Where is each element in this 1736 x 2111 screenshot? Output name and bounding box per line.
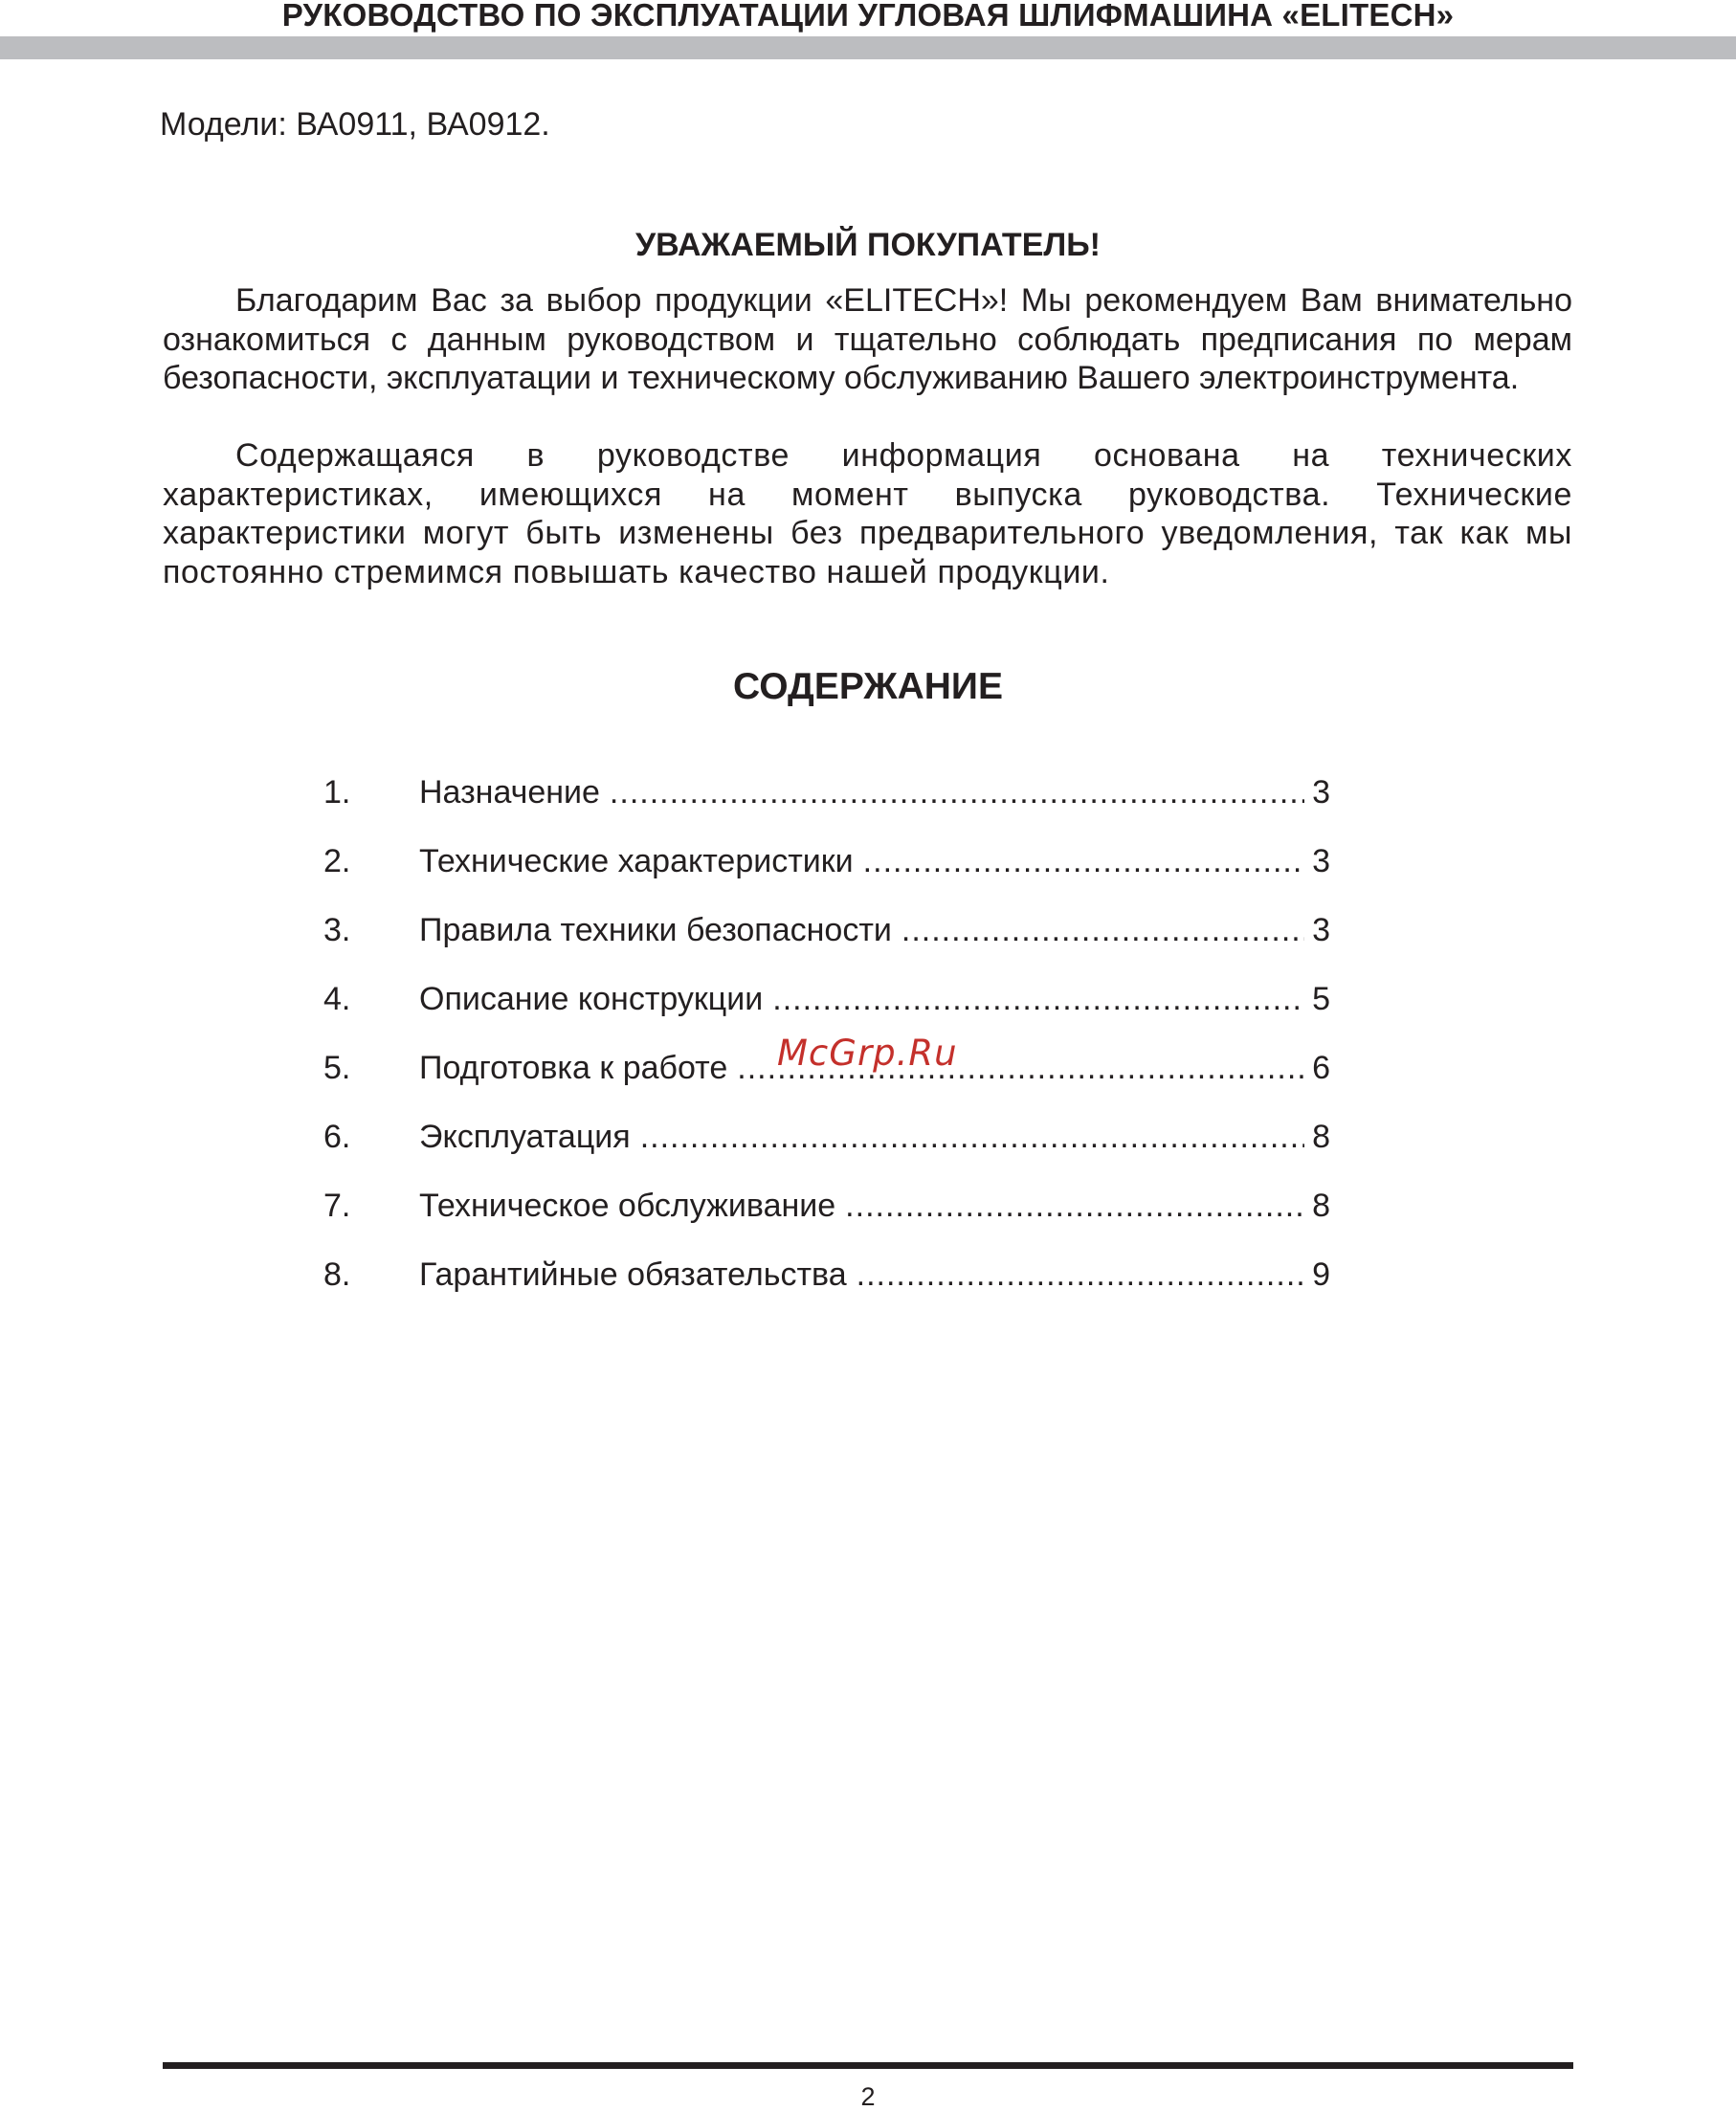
toc-item-8[interactable] <box>323 1255 1330 1324</box>
toc-item-page: 8 <box>1312 1119 1330 1155</box>
watermark: McGrp.Ru <box>777 1033 958 1074</box>
toc-leader-dots <box>845 1187 1304 1225</box>
toc-item-title: Техническое обслуживание <box>419 1188 836 1224</box>
toc-item-title: Технические характеристики <box>419 843 854 879</box>
toc-item-title: Эксплуатация <box>419 1119 631 1155</box>
models-line: Модели: ВА0911, ВА0912. <box>160 106 550 143</box>
toc-item-number: 3. <box>323 912 351 948</box>
toc-leader-dots <box>640 1118 1304 1156</box>
greeting-paragraph-2: Содержащаяся в руководстве информация основана на технических характеристиках, имеющихся на момент выпуска руководства. Технические характеристики могут быть изменены без предварительного уведомления, так как мы постоянно стремимся повышать качество нашей продукции. <box>163 437 1572 590</box>
toc-item-number: 6. <box>323 1119 351 1155</box>
toc-item-page: 8 <box>1312 1188 1330 1224</box>
toc-item-page: 3 <box>1312 843 1330 879</box>
toc-leader-dots <box>863 842 1304 880</box>
toc-item-number: 5. <box>323 1050 351 1086</box>
toc-leader-dots <box>901 911 1304 949</box>
toc-item-3[interactable] <box>323 911 1330 980</box>
contents-heading: СОДЕРЖАНИЕ <box>733 666 1003 707</box>
document-header-title: РУКОВОДСТВО ПО ЭКСПЛУАТАЦИИ УГЛОВАЯ ШЛИФМАШИНА «ELITECH» <box>281 0 1455 33</box>
toc-leader-dots <box>610 773 1304 811</box>
toc-item-2[interactable] <box>323 842 1330 911</box>
toc-leader-dots <box>857 1255 1304 1294</box>
toc-item-page: 3 <box>1312 912 1330 948</box>
toc-item-number: 8. <box>323 1256 351 1293</box>
footer-rule <box>163 2062 1573 2069</box>
toc-item-title: Гарантийные обязательства <box>419 1256 847 1293</box>
toc-item-title: Описание конструкции <box>419 981 764 1017</box>
toc-item-title: Правила техники безопасности <box>419 912 892 948</box>
header-band <box>0 36 1736 59</box>
toc-item-page: 6 <box>1312 1050 1330 1086</box>
toc-item-6[interactable] <box>323 1118 1330 1187</box>
toc-item-title: Назначение <box>419 774 600 811</box>
toc-item-page: 3 <box>1312 774 1330 811</box>
toc-item-number: 2. <box>323 843 351 879</box>
page-number: 2 <box>860 2082 876 2111</box>
toc-leader-dots <box>772 980 1304 1018</box>
greeting-paragraph-1: Благодарим Вас за выбор продукции «ELITECH»! Мы рекомендуем Вам внимательно ознакомиться с данным руководством и тщательно соблюдать предписания по мерам безопасности, эксплуатации и техническому обслуживанию Вашего электроинструмента. <box>163 282 1572 396</box>
toc-item-1[interactable] <box>323 773 1330 842</box>
greeting-heading: УВАЖАЕМЫЙ ПОКУПАТЕЛЬ! <box>634 227 1101 263</box>
toc-item-7[interactable] <box>323 1187 1330 1255</box>
toc-item-title: Подготовка к работе <box>419 1050 728 1086</box>
toc-item-page: 9 <box>1312 1256 1330 1293</box>
toc-item-page: 5 <box>1312 981 1330 1017</box>
toc-item-number: 1. <box>323 774 351 811</box>
toc-item-number: 7. <box>323 1188 351 1224</box>
toc-item-number: 4. <box>323 981 351 1017</box>
